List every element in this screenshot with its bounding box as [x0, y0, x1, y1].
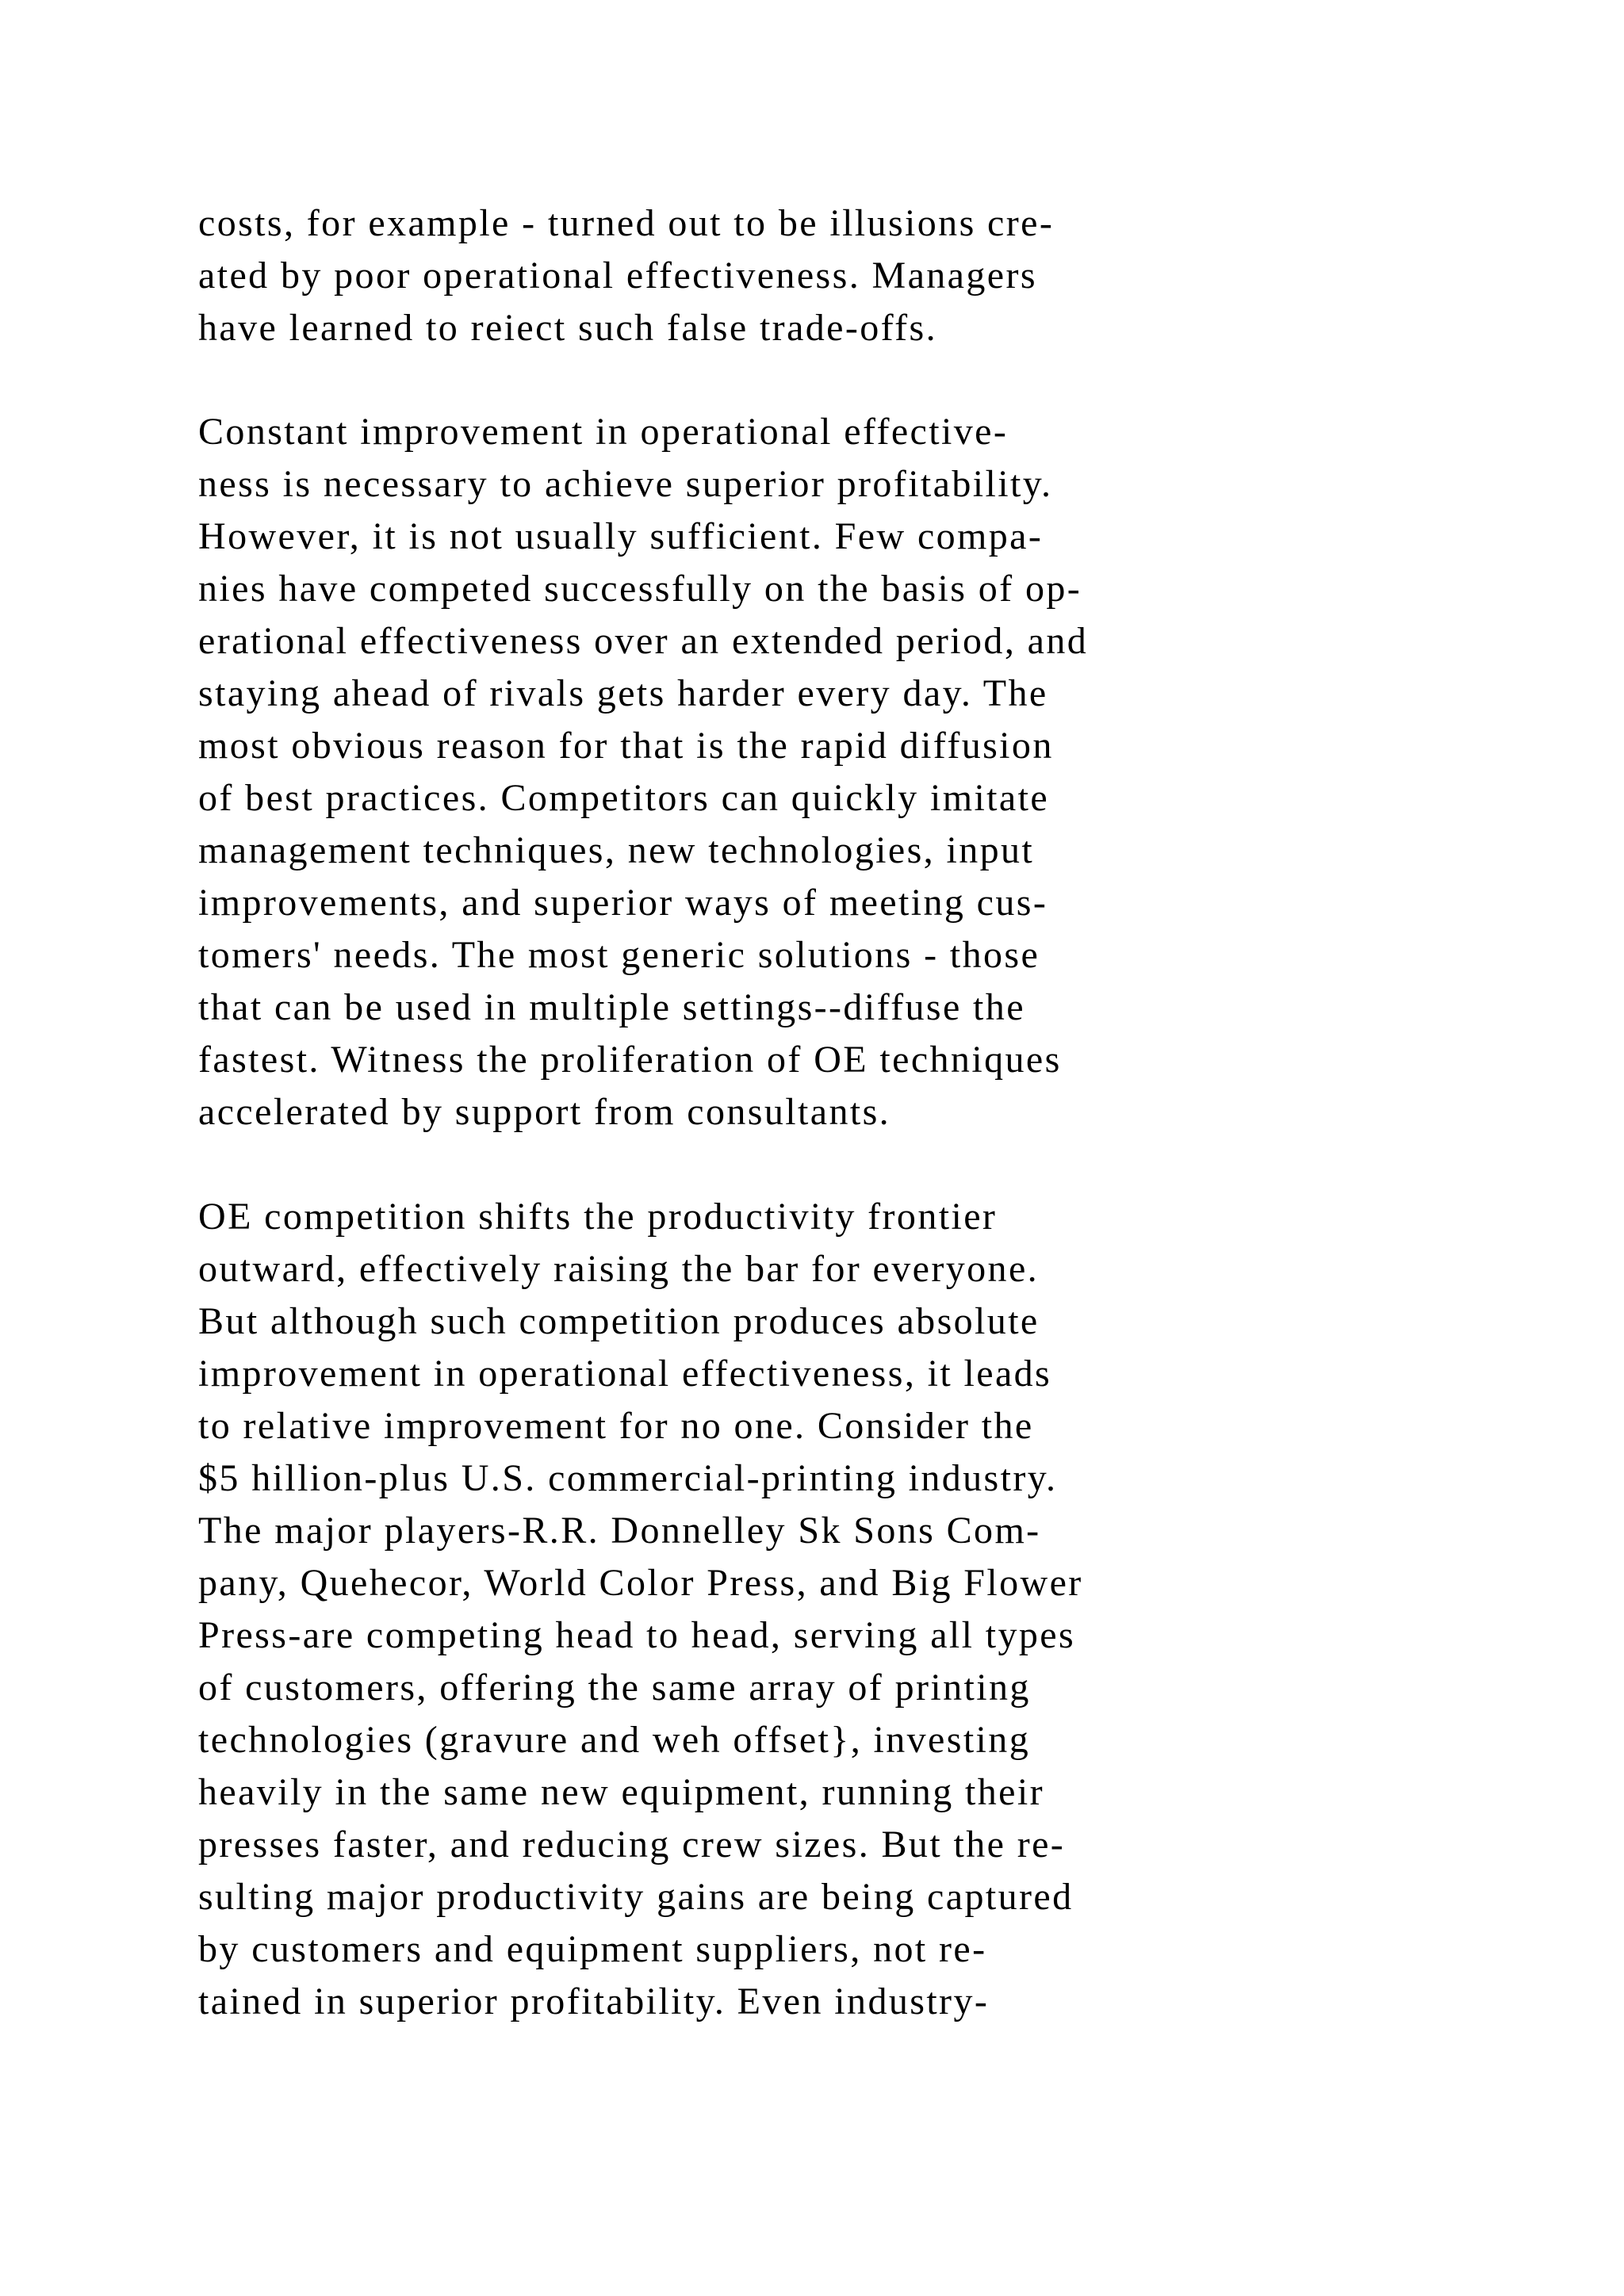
text-line: tomers' needs. The most generic solutions - those: [198, 934, 1040, 976]
text-line: accelerated by support from consultants.: [198, 1091, 891, 1133]
text-line: improvements, and superior ways of meeting cus-: [198, 882, 1048, 924]
text-line: that can be used in multiple settings--diffuse the: [198, 986, 1025, 1028]
text-line: The major players-R.R. Donnelley Sk Sons Com-: [198, 1510, 1041, 1552]
text-line: staying ahead of rivals gets harder every day. The: [198, 672, 1048, 714]
text-line: Press-are competing head to head, serving all types: [198, 1614, 1076, 1656]
text-line: pany, Quehecor, World Color Press, and Big Flower: [198, 1562, 1083, 1604]
paragraph: [198, 1191, 1483, 2028]
paragraph: [198, 406, 1483, 1138]
text-line: OE competition shifts the productivity frontier: [198, 1196, 998, 1238]
text-line: Constant improvement in operational effective-: [198, 411, 1009, 453]
text-line: sulting major productivity gains are being captured: [198, 1876, 1074, 1918]
text-line: ness is necessary to achieve superior profitability.: [198, 463, 1053, 505]
text-line: presses faster, and reducing crew sizes. But the re-: [198, 1823, 1066, 1866]
text-line: $5 hillion-plus U.S. commercial-printing industry.: [198, 1457, 1058, 1499]
text-line: However, it is not usually sufficient. Few compa-: [198, 515, 1044, 557]
text-line: heavily in the same new equipment, running their: [198, 1771, 1044, 1813]
text-line: fastest. Witness the proliferation of OE techniques: [198, 1039, 1062, 1081]
text-line: most obvious reason for that is the rapid diffusion: [198, 725, 1054, 767]
text-line: erational effectiveness over an extended period, and: [198, 620, 1089, 662]
text-line: ated by poor operational effectiveness. Managers: [198, 254, 1037, 297]
text-line: improvement in operational effectiveness, it leads: [198, 1353, 1052, 1395]
text-line: by customers and equipment suppliers, not re-: [198, 1928, 987, 1970]
text-line: of customers, offering the same array of printing: [198, 1667, 1031, 1709]
text-line: to relative improvement for no one. Consider the: [198, 1405, 1034, 1447]
text-line: of best practices. Competitors can quickly imitate: [198, 777, 1050, 819]
text-line: management techniques, new technologies, input: [198, 829, 1035, 871]
text-line: outward, effectively raising the bar for everyone.: [198, 1248, 1040, 1290]
text-line: technologies (gravure and weh offset}, investing: [198, 1719, 1031, 1761]
text-line: But although such competition produces absolute: [198, 1300, 1040, 1342]
paragraph: [198, 197, 1483, 354]
text-line: costs, for example - turned out to be illusions cre-: [198, 202, 1055, 244]
text-line: have learned to reiect such false trade-offs.: [198, 307, 938, 349]
text-line: nies have competed successfully on the basis of op-: [198, 568, 1082, 610]
text-line: tained in superior profitability. Even industry-: [198, 1980, 990, 2022]
